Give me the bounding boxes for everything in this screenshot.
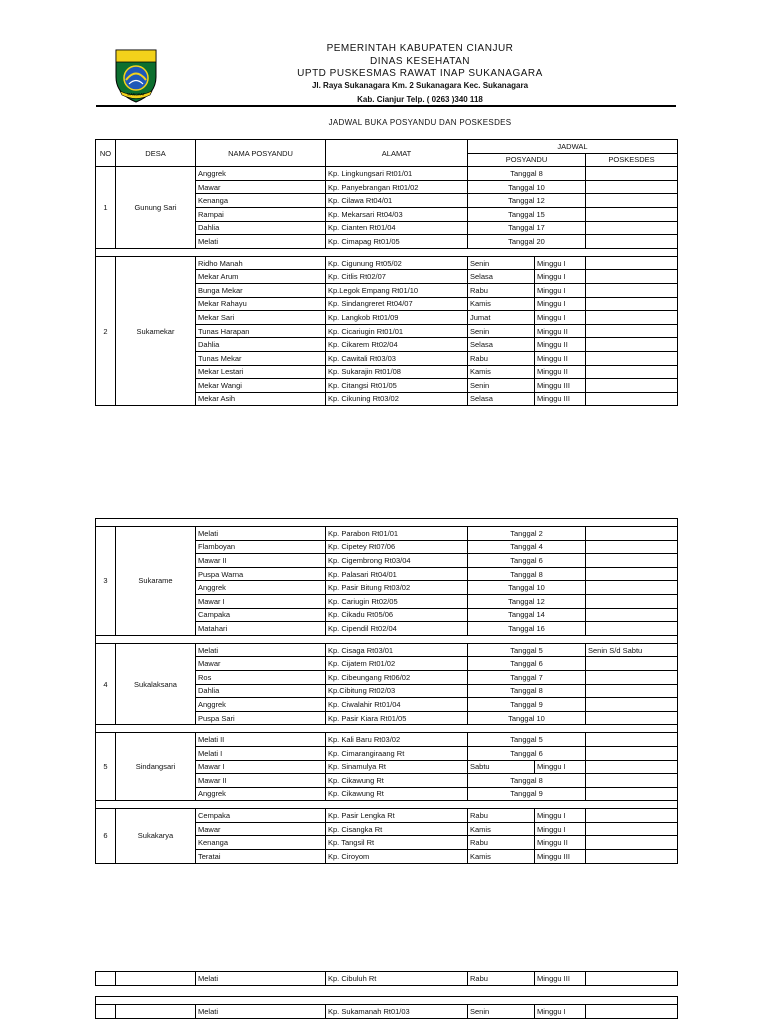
village-number: 6 bbox=[96, 809, 116, 863]
poskesdes-schedule bbox=[586, 622, 678, 636]
posyandu-name: Flamboyan bbox=[196, 540, 326, 554]
schedule-date: Tanggal 2 bbox=[468, 527, 586, 541]
posyandu-address: Kp. Cilawa Rt04/01 bbox=[326, 194, 468, 208]
posyandu-address: Kp. Ciwalahir Rt01/04 bbox=[326, 698, 468, 712]
posyandu-address: Kp. Pasir Lengka Rt bbox=[326, 809, 468, 823]
schedule-date: Tanggal 17 bbox=[468, 221, 586, 235]
poskesdes-schedule bbox=[586, 324, 678, 338]
poskesdes-schedule bbox=[586, 746, 678, 760]
posyandu-address: Kp. Cikawung Rt bbox=[326, 787, 468, 801]
schedule-date: Tanggal 4 bbox=[468, 540, 586, 554]
table-row bbox=[96, 733, 678, 747]
schedule-week: Minggu I bbox=[535, 283, 586, 297]
village-number: 2 bbox=[96, 256, 116, 406]
schedule-day: Selasa bbox=[468, 338, 535, 352]
posyandu-address: Kp. Sindangreret Rt04/07 bbox=[326, 297, 468, 311]
schedule-week: Minggu I bbox=[535, 809, 586, 823]
schedule-week: Minggu II bbox=[535, 338, 586, 352]
schedule-day: Rabu bbox=[468, 836, 535, 850]
posyandu-address: Kp. Cariugin Rt02/05 bbox=[326, 594, 468, 608]
posyandu-name: Puspa Sari bbox=[196, 711, 326, 725]
posyandu-name: Mawar I bbox=[196, 760, 326, 774]
posyandu-name: Melati I bbox=[196, 746, 326, 760]
posyandu-address: Kp. Cisangka Rt bbox=[326, 822, 468, 836]
spacer-cell bbox=[96, 635, 678, 643]
posyandu-name: Anggrek bbox=[196, 698, 326, 712]
poskesdes-schedule bbox=[586, 594, 678, 608]
posyandu-name: Tunas Mekar bbox=[196, 351, 326, 365]
schedule-table-1 bbox=[95, 139, 678, 406]
posyandu-address: Kp. Langkob Rt01/09 bbox=[326, 311, 468, 325]
spacer-row bbox=[96, 801, 678, 809]
posyandu-address: Kp. Tangsil Rt bbox=[326, 836, 468, 850]
posyandu-address: Kp.Cibitung Rt02/03 bbox=[326, 684, 468, 698]
poskesdes-schedule bbox=[586, 540, 678, 554]
table-row bbox=[96, 972, 678, 986]
schedule-day: Senin bbox=[468, 379, 535, 393]
col-header-poskesdes: POSKESDES bbox=[586, 153, 678, 167]
posyandu-address: Kp. Cisaga Rt03/01 bbox=[326, 643, 468, 657]
schedule-date: Tanggal 12 bbox=[468, 594, 586, 608]
schedule-day: Sabtu bbox=[468, 760, 535, 774]
village-name: Sindangsari bbox=[116, 733, 196, 801]
posyandu-name: Mekar Lestari bbox=[196, 365, 326, 379]
spacer-cell bbox=[96, 725, 678, 733]
poskesdes-schedule: Senin S/d Sabtu bbox=[586, 643, 678, 657]
table-row bbox=[96, 1005, 678, 1019]
posyandu-name: Melati bbox=[196, 527, 326, 541]
poskesdes-schedule bbox=[586, 684, 678, 698]
posyandu-address: Kp. Parabon Rt01/01 bbox=[326, 527, 468, 541]
table-row bbox=[96, 256, 678, 270]
schedule-week: Minggu III bbox=[535, 850, 586, 864]
schedule-week: Minggu I bbox=[535, 270, 586, 284]
posyandu-name: Mawar I bbox=[196, 594, 326, 608]
schedule-date: Tanggal 10 bbox=[468, 180, 586, 194]
header-department: DINAS KESEHATAN bbox=[370, 56, 470, 67]
village-name: Gunung Sari bbox=[116, 167, 196, 249]
posyandu-address: Kp. Cibeungang Rt06/02 bbox=[326, 670, 468, 684]
posyandu-name: Anggrek bbox=[196, 787, 326, 801]
posyandu-name: Melati bbox=[196, 643, 326, 657]
spacer-row bbox=[96, 519, 678, 527]
posyandu-address: Kp. Ciroyom bbox=[326, 850, 468, 864]
schedule-week: Minggu III bbox=[535, 379, 586, 393]
posyandu-name: Melati bbox=[196, 972, 326, 986]
schedule-date: Tanggal 14 bbox=[468, 608, 586, 622]
schedule-day: Kamis bbox=[468, 297, 535, 311]
posyandu-name: Mawar bbox=[196, 180, 326, 194]
schedule-week: Minggu II bbox=[535, 324, 586, 338]
posyandu-address: Kp. Cikarem Rt02/04 bbox=[326, 338, 468, 352]
schedule-day: Selasa bbox=[468, 270, 535, 284]
poskesdes-schedule bbox=[586, 972, 678, 986]
poskesdes-schedule bbox=[586, 774, 678, 788]
poskesdes-schedule bbox=[586, 311, 678, 325]
schedule-day: Selasa bbox=[468, 392, 535, 406]
table-row bbox=[96, 527, 678, 541]
posyandu-name: Ros bbox=[196, 670, 326, 684]
posyandu-address: Kp. Pasir Bitung Rt03/02 bbox=[326, 581, 468, 595]
poskesdes-schedule bbox=[586, 787, 678, 801]
poskesdes-schedule bbox=[586, 221, 678, 235]
posyandu-name: Mawar bbox=[196, 657, 326, 671]
posyandu-address: Kp. Palasari Rt04/01 bbox=[326, 567, 468, 581]
schedule-date: Tanggal 10 bbox=[468, 711, 586, 725]
col-header-nama-posyandu: NAMA POSYANDU bbox=[196, 140, 326, 167]
schedule-date: Tanggal 9 bbox=[468, 787, 586, 801]
posyandu-name: Cempaka bbox=[196, 809, 326, 823]
table-row bbox=[96, 167, 678, 181]
col-header-desa: DESA bbox=[116, 140, 196, 167]
schedule-week: Minggu III bbox=[535, 392, 586, 406]
poskesdes-schedule bbox=[586, 527, 678, 541]
posyandu-name: Anggrek bbox=[196, 167, 326, 181]
spacer-row bbox=[96, 997, 678, 1005]
posyandu-address: Kp. Kali Baru Rt03/02 bbox=[326, 733, 468, 747]
logo-motto: MANGKAT bbox=[127, 92, 145, 97]
posyandu-name: Anggrek bbox=[196, 581, 326, 595]
posyandu-name: Mawar bbox=[196, 822, 326, 836]
schedule-date: Tanggal 16 bbox=[468, 622, 586, 636]
posyandu-name: Mawar II bbox=[196, 554, 326, 568]
posyandu-name: Dahlia bbox=[196, 684, 326, 698]
schedule-day: Rabu bbox=[468, 972, 535, 986]
posyandu-address: Kp. Lingkungsari Rt01/01 bbox=[326, 167, 468, 181]
posyandu-name: Tunas Harapan bbox=[196, 324, 326, 338]
posyandu-name: Dahlia bbox=[196, 221, 326, 235]
schedule-day: Senin bbox=[468, 256, 535, 270]
posyandu-address: Kp. Cipetey Rt07/06 bbox=[326, 540, 468, 554]
posyandu-address: Kp. Panyebrangan Rt01/02 bbox=[326, 180, 468, 194]
poskesdes-schedule bbox=[586, 351, 678, 365]
posyandu-name: Mekar Sari bbox=[196, 311, 326, 325]
posyandu-address: Kp. Pasir Kiara Rt01/05 bbox=[326, 711, 468, 725]
schedule-date: Tanggal 6 bbox=[468, 657, 586, 671]
schedule-date: Tanggal 15 bbox=[468, 207, 586, 221]
schedule-week: Minggu III bbox=[535, 972, 586, 986]
poskesdes-schedule bbox=[586, 836, 678, 850]
posyandu-name: Puspa Warna bbox=[196, 567, 326, 581]
posyandu-name: Rampai bbox=[196, 207, 326, 221]
posyandu-address: Kp. Cibuluh Rt bbox=[326, 972, 468, 986]
posyandu-name: Dahlia bbox=[196, 338, 326, 352]
poskesdes-schedule bbox=[586, 379, 678, 393]
schedule-date: Tanggal 8 bbox=[468, 774, 586, 788]
schedule-week: Minggu II bbox=[535, 351, 586, 365]
schedule-date: Tanggal 5 bbox=[468, 643, 586, 657]
posyandu-name: Kenanga bbox=[196, 836, 326, 850]
col-header-posyandu: POSYANDU bbox=[468, 153, 586, 167]
poskesdes-schedule bbox=[586, 392, 678, 406]
poskesdes-schedule bbox=[586, 760, 678, 774]
spacer-row bbox=[96, 248, 678, 256]
schedule-date: Tanggal 6 bbox=[468, 554, 586, 568]
schedule-week: Minggu I bbox=[535, 311, 586, 325]
schedule-day: Senin bbox=[468, 324, 535, 338]
schedule-table-3 bbox=[95, 971, 678, 986]
schedule-week: Minggu I bbox=[535, 256, 586, 270]
poskesdes-schedule bbox=[586, 711, 678, 725]
schedule-day: Jumat bbox=[468, 311, 535, 325]
posyandu-name: Melati bbox=[196, 1005, 326, 1019]
header-government: PEMERINTAH KABUPATEN CIANJUR bbox=[326, 43, 514, 54]
posyandu-address: Kp. Cijatem Rt01/02 bbox=[326, 657, 468, 671]
posyandu-name: Mekar Arum bbox=[196, 270, 326, 284]
poskesdes-schedule bbox=[586, 670, 678, 684]
poskesdes-schedule bbox=[586, 283, 678, 297]
schedule-week: Minggu I bbox=[535, 1005, 586, 1019]
poskesdes-schedule bbox=[586, 608, 678, 622]
poskesdes-schedule bbox=[586, 822, 678, 836]
posyandu-address: Kp.Legok Empang Rt01/10 bbox=[326, 283, 468, 297]
col-header-no: NO bbox=[96, 140, 116, 167]
posyandu-address: Kp. Citangsi Rt01/05 bbox=[326, 379, 468, 393]
schedule-week: Minggu I bbox=[535, 297, 586, 311]
poskesdes-schedule bbox=[586, 1005, 678, 1019]
poskesdes-schedule bbox=[586, 733, 678, 747]
poskesdes-schedule bbox=[586, 850, 678, 864]
posyandu-name: Kenanga bbox=[196, 194, 326, 208]
schedule-date: Tanggal 10 bbox=[468, 581, 586, 595]
posyandu-address: Kp. Cicariugin Rt01/01 bbox=[326, 324, 468, 338]
posyandu-address: Kp. Cimarangiraang Rt bbox=[326, 746, 468, 760]
village-name: Sukamekar bbox=[116, 256, 196, 406]
schedule-date: Tanggal 9 bbox=[468, 698, 586, 712]
schedule-day: Rabu bbox=[468, 351, 535, 365]
poskesdes-schedule bbox=[586, 180, 678, 194]
posyandu-address: Kp. Sukarajin Rt01/08 bbox=[326, 365, 468, 379]
poskesdes-schedule bbox=[586, 270, 678, 284]
poskesdes-schedule bbox=[586, 235, 678, 249]
schedule-date: Tanggal 8 bbox=[468, 567, 586, 581]
poskesdes-schedule bbox=[586, 256, 678, 270]
posyandu-address: Kp. Cianten Rt01/04 bbox=[326, 221, 468, 235]
schedule-week: Minggu II bbox=[535, 836, 586, 850]
header-address: Jl. Raya Sukanagara Km. 2 Sukanagara Kec. Sukanagara bbox=[311, 81, 529, 90]
spacer-row bbox=[96, 635, 678, 643]
schedule-date: Tanggal 5 bbox=[468, 733, 586, 747]
poskesdes-schedule bbox=[586, 554, 678, 568]
table-row bbox=[96, 643, 678, 657]
poskesdes-schedule bbox=[586, 194, 678, 208]
schedule-day: Rabu bbox=[468, 809, 535, 823]
schedule-day: Kamis bbox=[468, 822, 535, 836]
schedule-week: Minggu II bbox=[535, 365, 586, 379]
posyandu-name: Melati bbox=[196, 235, 326, 249]
posyandu-address: Kp. Cikuning Rt03/02 bbox=[326, 392, 468, 406]
poskesdes-schedule bbox=[586, 167, 678, 181]
poskesdes-schedule bbox=[586, 207, 678, 221]
posyandu-name: Bunga Mekar bbox=[196, 283, 326, 297]
schedule-day: Rabu bbox=[468, 283, 535, 297]
posyandu-address: Kp. Cikadu Rt05/06 bbox=[326, 608, 468, 622]
schedule-date: Tanggal 8 bbox=[468, 167, 586, 181]
posyandu-name: Teratai bbox=[196, 850, 326, 864]
posyandu-address: Kp. Cigembrong Rt03/04 bbox=[326, 554, 468, 568]
posyandu-name: Mekar Asih bbox=[196, 392, 326, 406]
posyandu-address: Kp. Cikawung Rt bbox=[326, 774, 468, 788]
poskesdes-schedule bbox=[586, 809, 678, 823]
posyandu-name: Mekar Rahayu bbox=[196, 297, 326, 311]
spacer-cell bbox=[96, 519, 678, 527]
schedule-day: Kamis bbox=[468, 850, 535, 864]
poskesdes-schedule bbox=[586, 581, 678, 595]
schedule-date: Tanggal 20 bbox=[468, 235, 586, 249]
posyandu-address: Kp. Mekarsari Rt04/03 bbox=[326, 207, 468, 221]
village-number: 4 bbox=[96, 643, 116, 725]
col-header-alamat: ALAMAT bbox=[326, 140, 468, 167]
schedule-date: Tanggal 12 bbox=[468, 194, 586, 208]
spacer-cell bbox=[96, 248, 678, 256]
schedule-table-4 bbox=[95, 996, 678, 1019]
poskesdes-schedule bbox=[586, 698, 678, 712]
posyandu-name: Campaka bbox=[196, 608, 326, 622]
village-name: Sukalaksana bbox=[116, 643, 196, 725]
spacer-row bbox=[96, 725, 678, 733]
posyandu-name: Melati II bbox=[196, 733, 326, 747]
col-header-jadwal: JADWAL bbox=[468, 140, 678, 154]
posyandu-name: Mawar II bbox=[196, 774, 326, 788]
village-name: Sukakarya bbox=[116, 809, 196, 863]
header-puskesmas: UPTD PUSKESMAS RAWAT INAP SUKANAGARA bbox=[297, 68, 543, 79]
posyandu-address: Kp. Cipendil Rt02/04 bbox=[326, 622, 468, 636]
poskesdes-schedule bbox=[586, 338, 678, 352]
posyandu-address: Kp. Sinamulya Rt bbox=[326, 760, 468, 774]
schedule-day: Senin bbox=[468, 1005, 535, 1019]
schedule-table-2 bbox=[95, 518, 678, 864]
posyandu-address: Kp. Sukamanah Rt01/03 bbox=[326, 1005, 468, 1019]
cianjur-regency-logo bbox=[112, 47, 160, 103]
posyandu-name: Mekar Wangi bbox=[196, 379, 326, 393]
posyandu-name: Matahari bbox=[196, 622, 326, 636]
schedule-date: Tanggal 7 bbox=[468, 670, 586, 684]
posyandu-address: Kp. Citlis Rt02/07 bbox=[326, 270, 468, 284]
posyandu-name: Ridho Manah bbox=[196, 256, 326, 270]
schedule-day: Kamis bbox=[468, 365, 535, 379]
header-rule bbox=[96, 105, 676, 107]
posyandu-address: Kp. Cawitali Rt03/03 bbox=[326, 351, 468, 365]
schedule-date: Tanggal 6 bbox=[468, 746, 586, 760]
table-row bbox=[96, 809, 678, 823]
schedule-date: Tanggal 8 bbox=[468, 684, 586, 698]
spacer-cell bbox=[96, 801, 678, 809]
poskesdes-schedule bbox=[586, 567, 678, 581]
poskesdes-schedule bbox=[586, 297, 678, 311]
village-number: 3 bbox=[96, 527, 116, 636]
village-name: Sukarame bbox=[116, 527, 196, 636]
village-number: 1 bbox=[96, 167, 116, 249]
schedule-week: Minggu I bbox=[535, 760, 586, 774]
document-title: JADWAL BUKA POSYANDU DAN POSKESDES bbox=[328, 118, 512, 127]
poskesdes-schedule bbox=[586, 365, 678, 379]
poskesdes-schedule bbox=[586, 657, 678, 671]
village-number: 5 bbox=[96, 733, 116, 801]
schedule-week: Minggu I bbox=[535, 822, 586, 836]
posyandu-address: Kp. Cigunung Rt05/02 bbox=[326, 256, 468, 270]
posyandu-address: Kp. Cimapag Rt01/05 bbox=[326, 235, 468, 249]
header-phone: Kab. Cianjur Telp. ( 0263 )340 118 bbox=[357, 95, 483, 104]
